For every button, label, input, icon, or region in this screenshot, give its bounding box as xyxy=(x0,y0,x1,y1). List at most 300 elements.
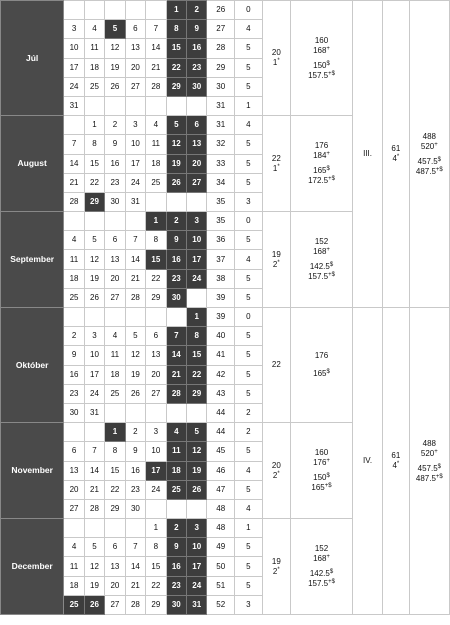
week-number: 35 xyxy=(207,192,234,211)
day-cell xyxy=(187,499,207,518)
day-cell: 22 xyxy=(84,173,104,192)
day-cell: 29 xyxy=(146,595,166,614)
hours-line-value: 150 xyxy=(313,473,327,483)
quarter-workdays xyxy=(383,308,410,615)
day-cell: 5 xyxy=(187,423,207,442)
day-cell: 15 xyxy=(187,346,207,365)
day-cell: 15 xyxy=(105,461,125,480)
day-cell xyxy=(84,96,104,115)
month-days: 20 xyxy=(271,48,281,58)
day-cell: 23 xyxy=(166,269,186,288)
hours-line xyxy=(291,459,352,467)
day-cell: 13 xyxy=(105,250,125,269)
quarter-hours-line xyxy=(410,168,449,176)
quarter-holidays xyxy=(383,155,409,163)
day-cell xyxy=(64,519,84,538)
hours-line-mark: $ xyxy=(326,473,330,480)
day-cell xyxy=(187,192,207,211)
workday-count: 5 xyxy=(234,154,262,173)
workday-count: 2 xyxy=(234,403,262,422)
day-cell: 12 xyxy=(125,346,145,365)
day-cell: 25 xyxy=(146,173,166,192)
week-number: 51 xyxy=(207,576,234,595)
month-holidays-value: 2 xyxy=(272,566,278,576)
month-holidays xyxy=(263,568,290,576)
day-cell: 11 xyxy=(166,442,186,461)
day-cell: 23 xyxy=(125,480,145,499)
hours-line-mark: +$ xyxy=(328,70,335,77)
week-number: 32 xyxy=(207,135,234,154)
quarter-hours-line-value: 488 xyxy=(422,131,436,141)
week-number: 48 xyxy=(207,499,234,518)
quarter-hours xyxy=(409,1,449,308)
month-workdays xyxy=(262,1,290,116)
day-cell xyxy=(64,308,84,327)
day-cell: 6 xyxy=(105,231,125,250)
day-cell: 9 xyxy=(105,135,125,154)
day-cell: 21 xyxy=(64,173,84,192)
hours-line-mark: + xyxy=(326,151,330,158)
hours-line-value: 157.5 xyxy=(308,70,329,80)
day-cell: 23 xyxy=(105,173,125,192)
day-cell: 6 xyxy=(105,538,125,557)
day-cell xyxy=(187,96,207,115)
month-label: December xyxy=(1,519,64,615)
day-cell: 13 xyxy=(64,461,84,480)
quarter-hours-line-mark: +$ xyxy=(435,473,443,480)
week-number: 41 xyxy=(207,346,234,365)
week-number: 40 xyxy=(207,327,234,346)
day-cell: 30 xyxy=(105,192,125,211)
day-cell: 18 xyxy=(84,58,104,77)
hours-line-mark: +$ xyxy=(328,272,335,279)
day-cell: 3 xyxy=(187,212,207,231)
week-number: 48 xyxy=(207,519,234,538)
day-cell: 26 xyxy=(105,77,125,96)
month-holidays-value: 1 xyxy=(272,58,278,68)
day-cell: 11 xyxy=(64,250,84,269)
quarter-hours-line xyxy=(410,143,449,151)
day-cell: 12 xyxy=(84,557,104,576)
day-cell: 13 xyxy=(187,135,207,154)
day-cell: 31 xyxy=(187,595,207,614)
day-cell: 7 xyxy=(64,135,84,154)
day-cell xyxy=(84,212,104,231)
day-cell: 24 xyxy=(84,384,104,403)
month-holidays-mark: * xyxy=(277,163,280,170)
spacer xyxy=(291,469,352,472)
hours-line xyxy=(291,238,352,246)
hours-line xyxy=(291,370,352,378)
week-number: 49 xyxy=(207,538,234,557)
month-holidays xyxy=(263,261,290,269)
day-cell xyxy=(166,499,186,518)
hours-line xyxy=(291,167,352,175)
day-cell: 29 xyxy=(105,499,125,518)
hours-line-value: 160 xyxy=(314,448,329,458)
day-cell: 2 xyxy=(166,519,186,538)
quarter-hours-line xyxy=(410,133,449,141)
day-cell: 13 xyxy=(125,39,145,58)
day-cell: 28 xyxy=(125,595,145,614)
hours-line-mark: +$ xyxy=(328,579,335,586)
day-cell: 19 xyxy=(84,269,104,288)
month-holidays xyxy=(263,472,290,480)
day-cell xyxy=(64,1,84,20)
day-cell: 10 xyxy=(187,231,207,250)
month-hours xyxy=(290,212,352,308)
week-number: 38 xyxy=(207,269,234,288)
day-cell: 18 xyxy=(146,154,166,173)
day-cell: 1 xyxy=(166,1,186,20)
day-cell: 12 xyxy=(84,250,104,269)
hours-line xyxy=(291,474,352,482)
month-hours xyxy=(290,116,352,212)
week-number: 45 xyxy=(207,442,234,461)
hours-line xyxy=(291,72,352,80)
quarter-hours xyxy=(409,308,449,615)
day-cell: 15 xyxy=(84,154,104,173)
day-cell: 21 xyxy=(166,365,186,384)
day-cell: 17 xyxy=(187,250,207,269)
day-cell: 31 xyxy=(125,192,145,211)
day-cell: 28 xyxy=(64,192,84,211)
quarter-hours-line xyxy=(410,440,449,448)
week-number: 47 xyxy=(207,480,234,499)
spacer xyxy=(410,153,449,156)
day-cell: 14 xyxy=(125,557,145,576)
day-cell: 5 xyxy=(166,116,186,135)
hours-line xyxy=(291,62,352,70)
hours-line-value: 168 xyxy=(313,554,327,564)
hours-line xyxy=(291,263,352,271)
day-cell: 25 xyxy=(166,480,186,499)
workday-count: 1 xyxy=(234,519,262,538)
hours-line-value: 165 xyxy=(313,369,327,379)
day-cell: 20 xyxy=(125,58,145,77)
workday-count: 5 xyxy=(234,442,262,461)
day-cell: 14 xyxy=(84,461,104,480)
day-cell: 19 xyxy=(125,365,145,384)
hours-line-mark: + xyxy=(326,247,330,254)
day-cell: 14 xyxy=(166,346,186,365)
workday-count: 0 xyxy=(234,308,262,327)
day-cell xyxy=(105,1,125,20)
workday-count: 5 xyxy=(234,39,262,58)
day-cell: 16 xyxy=(64,365,84,384)
hours-line-value: 165 xyxy=(311,483,325,493)
day-cell: 9 xyxy=(64,346,84,365)
workday-count: 1 xyxy=(234,96,262,115)
day-cell: 8 xyxy=(146,231,166,250)
day-cell: 19 xyxy=(166,154,186,173)
day-cell xyxy=(125,519,145,538)
week-number: 50 xyxy=(207,557,234,576)
hours-line xyxy=(291,142,352,150)
day-cell: 7 xyxy=(125,231,145,250)
hours-line xyxy=(291,352,352,360)
workday-count: 5 xyxy=(234,327,262,346)
month-days: 20 xyxy=(271,460,281,470)
week-number: 39 xyxy=(207,308,234,327)
day-cell: 23 xyxy=(187,58,207,77)
day-cell: 20 xyxy=(187,154,207,173)
day-cell: 3 xyxy=(146,423,166,442)
hours-line xyxy=(291,37,352,45)
day-cell xyxy=(105,519,125,538)
quarter-hours-line-value: 520 xyxy=(420,141,435,151)
month-holidays-value: 2 xyxy=(272,470,278,480)
spacer xyxy=(291,565,352,568)
day-cell: 10 xyxy=(84,346,104,365)
day-cell: 6 xyxy=(64,442,84,461)
day-cell: 19 xyxy=(105,58,125,77)
workday-count: 5 xyxy=(234,365,262,384)
day-cell xyxy=(166,192,186,211)
day-cell: 18 xyxy=(166,461,186,480)
day-cell: 21 xyxy=(125,269,145,288)
month-days: 22 xyxy=(271,153,281,163)
day-cell: 11 xyxy=(64,557,84,576)
day-cell xyxy=(105,212,125,231)
quarter-holidays-mark: * xyxy=(396,154,400,160)
week-number: 39 xyxy=(207,288,234,307)
week-number: 27 xyxy=(207,20,234,39)
hours-line-mark: $ xyxy=(329,569,334,576)
day-cell: 17 xyxy=(84,365,104,384)
day-cell: 31 xyxy=(84,403,104,422)
day-cell: 6 xyxy=(146,327,166,346)
hours-line-mark: +$ xyxy=(324,483,332,490)
day-cell: 4 xyxy=(105,327,125,346)
spacer xyxy=(291,162,352,165)
day-cell xyxy=(125,403,145,422)
hours-line xyxy=(291,152,352,160)
month-days: 22 xyxy=(271,360,281,370)
day-cell: 28 xyxy=(166,384,186,403)
month-days: 19 xyxy=(271,556,281,566)
day-cell xyxy=(64,212,84,231)
day-cell: 22 xyxy=(105,480,125,499)
day-cell: 4 xyxy=(64,538,84,557)
day-cell: 13 xyxy=(146,346,166,365)
day-cell: 17 xyxy=(146,461,166,480)
day-cell: 5 xyxy=(105,20,125,39)
day-cell: 9 xyxy=(166,231,186,250)
hours-line-value: 152 xyxy=(314,237,329,247)
day-cell: 7 xyxy=(166,327,186,346)
quarter-holidays xyxy=(383,462,409,470)
day-cell: 7 xyxy=(146,20,166,39)
workday-count: 4 xyxy=(234,20,262,39)
day-cell: 1 xyxy=(146,212,166,231)
day-cell: 24 xyxy=(146,480,166,499)
day-cell: 22 xyxy=(146,576,166,595)
quarter-hours-line-mark: + xyxy=(434,141,438,148)
hours-line-value: 176 xyxy=(314,141,329,151)
hours-line-mark: $ xyxy=(326,166,330,173)
day-cell xyxy=(166,96,186,115)
day-cell: 11 xyxy=(84,39,104,58)
day-cell: 29 xyxy=(84,192,104,211)
day-cell: 9 xyxy=(187,20,207,39)
day-cell: 21 xyxy=(84,480,104,499)
day-cell: 19 xyxy=(84,576,104,595)
day-cell: 1 xyxy=(105,423,125,442)
day-cell: 15 xyxy=(146,250,166,269)
day-cell: 10 xyxy=(146,442,166,461)
spacer xyxy=(291,365,352,368)
day-cell xyxy=(84,519,104,538)
week-number: 28 xyxy=(207,39,234,58)
day-cell: 20 xyxy=(105,576,125,595)
day-cell: 12 xyxy=(166,135,186,154)
day-cell xyxy=(125,308,145,327)
day-cell: 21 xyxy=(125,576,145,595)
day-cell: 30 xyxy=(64,403,84,422)
day-cell: 18 xyxy=(105,365,125,384)
day-cell: 25 xyxy=(105,384,125,403)
day-cell: 2 xyxy=(125,423,145,442)
day-cell: 27 xyxy=(64,499,84,518)
day-cell xyxy=(146,192,166,211)
month-holidays-mark: * xyxy=(277,58,280,65)
day-cell: 24 xyxy=(125,173,145,192)
day-cell: 22 xyxy=(146,269,166,288)
month-workdays xyxy=(262,212,290,308)
day-cell: 30 xyxy=(166,288,186,307)
month-holidays xyxy=(263,59,290,67)
day-cell: 4 xyxy=(166,423,186,442)
month-hours xyxy=(290,1,352,116)
day-cell: 4 xyxy=(146,116,166,135)
day-cell: 2 xyxy=(64,327,84,346)
workday-count: 5 xyxy=(234,269,262,288)
day-cell: 26 xyxy=(84,595,104,614)
hours-line-mark: + xyxy=(326,45,330,52)
day-cell: 14 xyxy=(64,154,84,173)
day-cell xyxy=(105,403,125,422)
day-cell: 14 xyxy=(146,39,166,58)
spacer xyxy=(291,57,352,60)
day-cell: 14 xyxy=(125,250,145,269)
month-label: Júl xyxy=(1,1,64,116)
day-cell: 31 xyxy=(64,96,84,115)
day-cell: 8 xyxy=(146,538,166,557)
day-cell: 8 xyxy=(105,442,125,461)
quarter-days: 61 xyxy=(391,451,401,460)
quarter-hours-line-value: 457.5 xyxy=(417,156,438,166)
day-cell xyxy=(84,308,104,327)
week-number: 52 xyxy=(207,595,234,614)
workday-count: 4 xyxy=(234,116,262,135)
workday-count: 3 xyxy=(234,192,262,211)
day-cell xyxy=(105,308,125,327)
day-cell xyxy=(146,308,166,327)
day-cell: 13 xyxy=(105,557,125,576)
day-cell: 1 xyxy=(146,519,166,538)
day-cell: 11 xyxy=(105,346,125,365)
day-cell: 4 xyxy=(64,231,84,250)
day-cell: 28 xyxy=(84,499,104,518)
quarter-holidays-value: 4 xyxy=(392,154,397,163)
month-workdays xyxy=(262,423,290,519)
hours-line-value: 152 xyxy=(314,544,329,554)
day-cell: 25 xyxy=(84,77,104,96)
day-cell: 6 xyxy=(125,20,145,39)
day-cell xyxy=(84,1,104,20)
workday-count: 5 xyxy=(234,173,262,192)
day-cell: 3 xyxy=(84,327,104,346)
day-cell: 24 xyxy=(64,77,84,96)
hours-line-value: 157.5 xyxy=(308,579,329,589)
month-label: September xyxy=(1,212,64,308)
day-cell: 3 xyxy=(187,519,207,538)
day-cell: 27 xyxy=(146,384,166,403)
day-cell: 16 xyxy=(166,250,186,269)
day-cell: 26 xyxy=(84,288,104,307)
hours-line-mark: $ xyxy=(329,262,334,269)
week-number: 34 xyxy=(207,173,234,192)
hours-line-mark: + xyxy=(326,554,330,561)
workday-count: 5 xyxy=(234,384,262,403)
workday-count: 3 xyxy=(234,595,262,614)
hours-line-mark: $ xyxy=(326,369,330,376)
day-cell: 7 xyxy=(84,442,104,461)
day-cell: 5 xyxy=(125,327,145,346)
quarter-holidays-mark: * xyxy=(396,461,400,467)
quarter-hours-line xyxy=(410,475,449,483)
week-number: 26 xyxy=(207,1,234,20)
day-cell: 23 xyxy=(166,576,186,595)
day-cell: 22 xyxy=(187,365,207,384)
day-cell: 26 xyxy=(125,384,145,403)
day-cell: 8 xyxy=(187,327,207,346)
quarter-hours-line-value: 457.5 xyxy=(417,463,438,473)
day-cell xyxy=(146,403,166,422)
day-cell xyxy=(146,499,166,518)
day-cell: 12 xyxy=(187,442,207,461)
month-hours xyxy=(290,308,352,423)
hours-line-value: 165 xyxy=(313,166,327,176)
day-cell: 22 xyxy=(166,58,186,77)
day-cell: 9 xyxy=(125,442,145,461)
day-cell xyxy=(64,116,84,135)
workday-count: 5 xyxy=(234,77,262,96)
day-cell: 26 xyxy=(166,173,186,192)
week-number: 31 xyxy=(207,116,234,135)
quarter-holidays-value: 4 xyxy=(392,461,397,470)
day-cell: 29 xyxy=(187,384,207,403)
day-cell: 18 xyxy=(64,576,84,595)
day-cell: 27 xyxy=(125,77,145,96)
day-cell: 16 xyxy=(187,39,207,58)
day-cell: 17 xyxy=(125,154,145,173)
hours-line xyxy=(291,248,352,256)
day-cell: 4 xyxy=(84,20,104,39)
week-number: 44 xyxy=(207,403,234,422)
hours-line-value: 142.5 xyxy=(309,262,330,272)
day-cell: 5 xyxy=(84,231,104,250)
workday-count: 0 xyxy=(234,212,262,231)
day-cell xyxy=(125,1,145,20)
workday-count: 0 xyxy=(234,1,262,20)
day-cell: 9 xyxy=(166,538,186,557)
hours-line-mark: +$ xyxy=(328,176,335,183)
quarter-hours-line-value: 487.5 xyxy=(415,166,436,176)
month-label: August xyxy=(1,116,64,212)
hours-line-value: 150 xyxy=(313,60,327,70)
